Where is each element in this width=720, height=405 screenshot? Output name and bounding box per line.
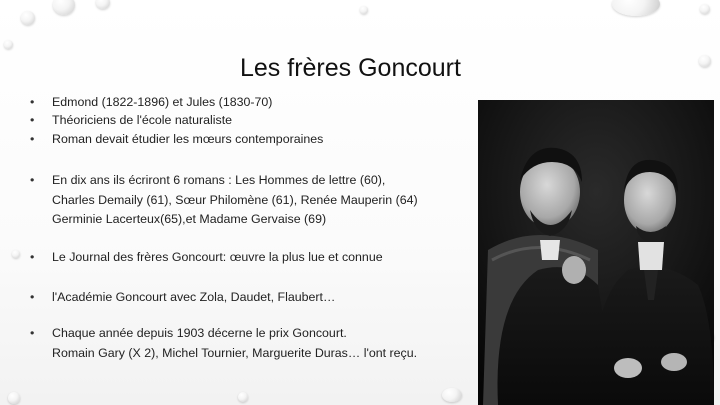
water-drop-decoration	[96, 0, 110, 9]
portrait-photo	[478, 100, 714, 405]
bullet-text-line: Germinie Lacerteux(65),et Madame Gervaise (69)	[52, 212, 327, 226]
bullet-marker: •	[30, 95, 35, 109]
water-drop-decoration	[699, 55, 711, 67]
bullet-text: Le Journal des frères Goncourt: œuvre la plus lue et connue	[52, 250, 383, 264]
water-drop-decoration	[8, 392, 20, 404]
water-drop-decoration	[4, 40, 13, 49]
bullet-marker: •	[30, 113, 35, 127]
bullet-marker: •	[30, 250, 35, 264]
water-drop-decoration	[700, 4, 710, 14]
water-drop-decoration	[360, 6, 368, 14]
bullet-text-line: Romain Gary (X 2), Michel Tournier, Marguerite Duras… l'ont reçu.	[52, 346, 418, 360]
portrait-illustration	[478, 100, 714, 405]
bullet-text: Théoriciens de l'école naturaliste	[52, 113, 233, 127]
bullet-marker: •	[30, 173, 35, 187]
bullet-marker: •	[30, 290, 35, 304]
bullet-text-line: Chaque année depuis 1903 décerne le prix Goncourt.	[52, 326, 347, 340]
bullet-text: Roman devait étudier les mœurs contemporaines	[52, 132, 324, 146]
bullet-text: l'Académie Goncourt avec Zola, Daudet, Flaubert…	[52, 290, 336, 304]
water-drop-decoration	[612, 0, 660, 16]
slide-title: Les frères Goncourt	[240, 54, 461, 82]
bullet-text: Edmond (1822-1896) et Jules (1830-70)	[52, 95, 273, 109]
water-drop-decoration	[53, 0, 75, 15]
water-drop-decoration	[442, 388, 462, 402]
bullet-marker: •	[30, 326, 35, 340]
water-drop-decoration	[12, 250, 20, 258]
bullet-text-line: En dix ans ils écriront 6 romans : Les Hommes de lettre (60),	[52, 173, 386, 187]
water-drop-decoration	[21, 11, 35, 25]
water-drop-decoration	[238, 392, 248, 402]
bullet-marker: •	[30, 132, 35, 146]
bullet-text-line: Charles Demaily (61), Sœur Philomène (61), Renée Mauperin (64)	[52, 193, 418, 207]
